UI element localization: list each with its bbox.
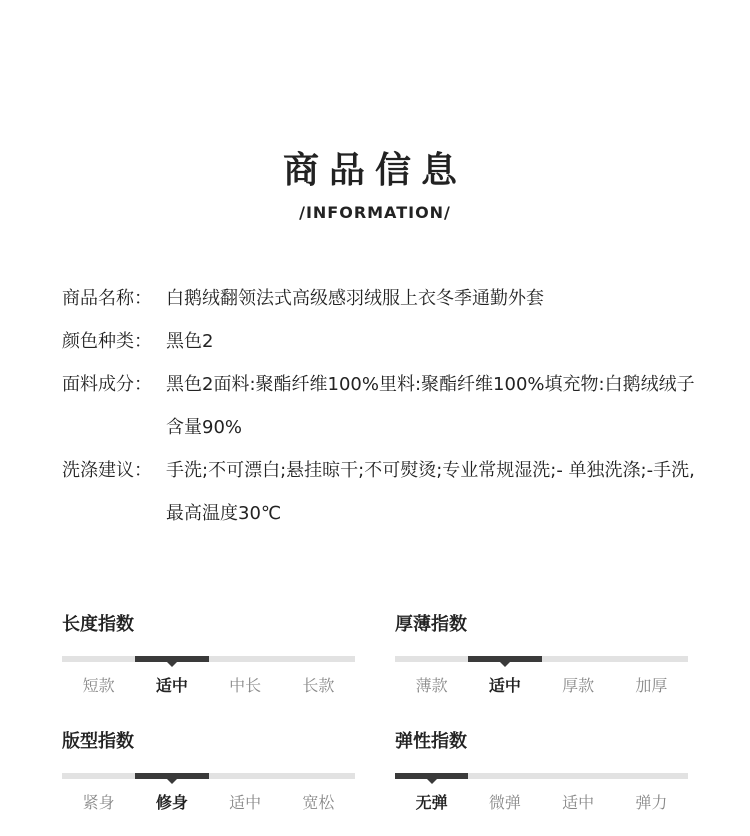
- index-title: 版型指数: [62, 731, 134, 752]
- index-track: [62, 773, 355, 779]
- page-title: 商品信息: [282, 150, 467, 191]
- index-option: 长款: [302, 676, 335, 695]
- index-option: 弹力: [635, 793, 668, 812]
- index-option: 加厚: [635, 676, 668, 695]
- index-track: [395, 773, 688, 779]
- index-title: 长度指数: [62, 614, 134, 635]
- index-option: 紧身: [82, 793, 115, 812]
- index-option: 宽松: [302, 793, 335, 812]
- index-marker: [135, 656, 208, 662]
- info-value: 手洗;不可漂白;悬挂晾干;不可熨烫;专业常规湿洗;- 单独洗涤;-手洗,最高温度30℃: [166, 460, 695, 524]
- index-option: 中长: [229, 676, 262, 695]
- info-label: 颜色种类：: [62, 331, 152, 352]
- info-value: 黑色2: [166, 331, 214, 352]
- index-option: 适中: [488, 676, 521, 695]
- info-label: 洗涤建议：: [62, 460, 152, 481]
- fit-index: [62, 730, 355, 814]
- index-option: 厚款: [562, 676, 595, 695]
- info-row-color: [62, 320, 702, 363]
- index-track: [62, 656, 355, 662]
- info-label: 商品名称：: [62, 288, 152, 309]
- info-value: 黑色2面料:聚酯纤维100%里料:聚酯纤维100%填充物:白鹅绒绒子含量90%: [166, 374, 695, 438]
- index-option: 修身: [155, 793, 188, 812]
- index-title: 厚薄指数: [395, 614, 467, 635]
- info-row-material: [62, 363, 702, 449]
- index-track: [395, 656, 688, 662]
- index-option: 无弹: [415, 793, 448, 812]
- length-index: [62, 613, 355, 697]
- index-option: 适中: [155, 676, 188, 695]
- product-info-list: [62, 277, 702, 535]
- info-row-name: [62, 277, 702, 320]
- index-option: 适中: [229, 793, 262, 812]
- index-marker: [135, 773, 208, 779]
- index-option: 适中: [562, 793, 595, 812]
- info-value: 白鹅绒翻领法式高级感羽绒服上衣冬季通勤外套: [166, 288, 544, 309]
- elasticity-index: [395, 730, 688, 814]
- info-row-washing: [62, 449, 702, 535]
- thickness-index: [395, 613, 688, 697]
- index-option: 微弹: [488, 793, 521, 812]
- index-title: 弹性指数: [395, 731, 467, 752]
- index-marker: [395, 773, 468, 779]
- page-subtitle: /INFORMATION/: [299, 203, 451, 222]
- index-option: 薄款: [415, 676, 448, 695]
- index-option: 短款: [82, 676, 115, 695]
- info-label: 面料成分：: [62, 374, 152, 395]
- index-marker: [468, 656, 541, 662]
